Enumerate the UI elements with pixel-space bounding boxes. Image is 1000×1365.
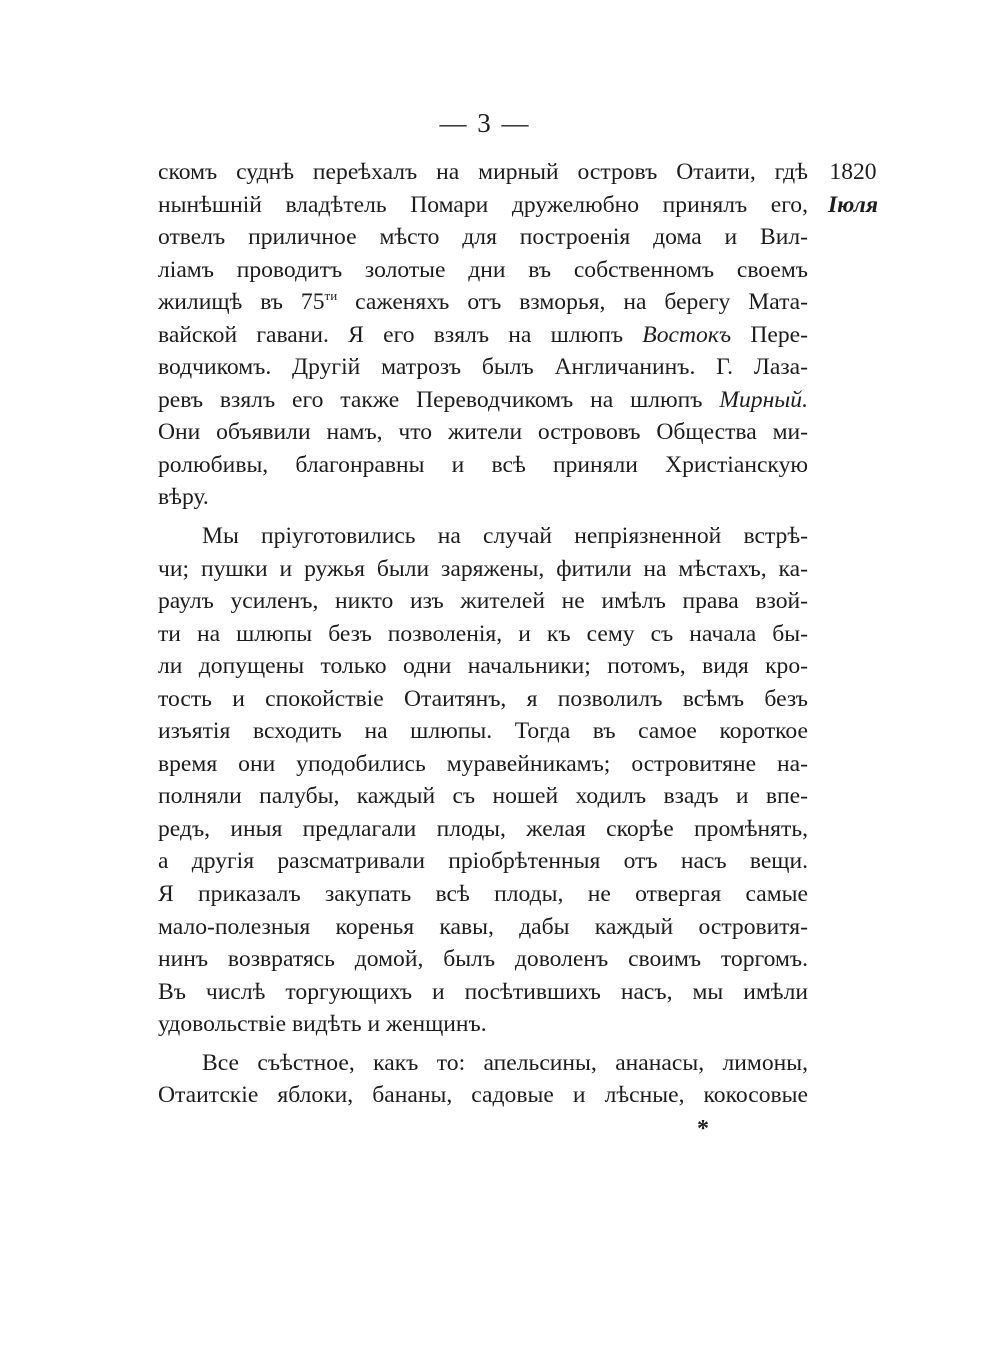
text-fragment: ревъ взялъ его также Переводчикомъ на шлюпъ (158, 386, 720, 413)
text-line: ліамъ проводитъ золотые дни въ собственномъ своемъ (158, 256, 808, 283)
body-text (158, 156, 808, 1118)
text-line-composite (158, 286, 808, 319)
text-fragment: жилищѣ въ 75 (158, 289, 325, 316)
margin-date-note (818, 156, 888, 221)
ship-name-mirny: Мирный. (719, 386, 808, 413)
text-line: вѣру. (158, 484, 209, 511)
paragraph-2 (158, 520, 808, 1041)
text-line: Мы пріуготовились на случай непріязненной встрѣ- (202, 523, 808, 550)
signature-mark: * (697, 1116, 709, 1142)
text-line: редъ, иныя предлагали плоды, желая скорѣе промѣнять, (158, 815, 808, 842)
text-line-composite (158, 319, 808, 352)
text-line: скомъ суднѣ переѣхалъ на мирный островъ Отаити, гдѣ (158, 159, 808, 185)
text-line: ти на шлюпы безъ позволенія, и къ сему съ начала бы- (158, 620, 808, 647)
text-fragment: вайской гавани. Я его взялъ на шлюпъ (158, 321, 643, 348)
text-line: водчикомъ. Другій матрозъ былъ Англичанинъ. Г. Лаза- (158, 354, 808, 381)
paragraph-1 (158, 156, 808, 514)
text-line: нинъ возвратясь домой, былъ доволенъ своимъ торгомъ. (158, 946, 808, 973)
text-line: изъятія всходить на шлюпы. Тогда въ самое короткое (158, 718, 808, 745)
text-line: чи; пушки и ружья были заряжены, фитили на мѣстахъ, ка- (158, 555, 808, 582)
text-line-composite (158, 384, 808, 417)
text-line: мало-полезныя коренья кавы, дабы каждый островитя- (158, 913, 808, 940)
page-number: — 3 — (439, 108, 531, 138)
text-line: Отаитскіе яблоки, бананы, садовые и лѣсные, кокосовые (158, 1082, 808, 1109)
text-line: раулъ усиленъ, никто изъ жителей не имѣлъ права взой- (158, 588, 808, 615)
paragraph-3 (158, 1047, 808, 1112)
margin-year: 1820 (829, 159, 877, 185)
text-line: отвелъ приличное мѣсто для построенія дома и Вил- (158, 224, 808, 251)
text-line: ролюбивы, благонравны и всѣ приняли Христіанскую (158, 451, 808, 478)
text-line: нынѣшній владѣтель Помари дружелюбно принялъ его, (158, 191, 808, 218)
superscript-ordinal: ти (324, 288, 338, 304)
text-fragment: саженяхъ отъ взморья, на берегу Мата- (337, 289, 808, 316)
text-line: а другія разсматривали пріобрѣтенныя отъ насъ вещи. (158, 848, 808, 875)
text-line: полняли палубы, каждый съ ношей ходилъ взадъ и впе- (158, 783, 808, 810)
text-line: Въ числѣ торгующихъ и посѣтившихъ насъ, мы имѣли (158, 978, 808, 1005)
text-fragment: Пере- (731, 321, 808, 348)
text-line: тость и спокойствіе Отаитянъ, я позволилъ всѣмъ безъ (158, 685, 808, 712)
text-line: Все съѣстное, какъ то: апельсины, ананасы, лимоны, (202, 1049, 808, 1076)
text-line: Они объявили намъ, что жители острововъ Общества ми- (158, 419, 808, 446)
margin-month: Іюля (827, 191, 879, 218)
text-line: Я приказалъ закупать всѣ плоды, не отвергая самые (158, 881, 808, 908)
text-line: время они уподобились муравейникамъ; островитяне на- (158, 750, 808, 777)
ship-name-vostok: Востокъ (642, 321, 732, 348)
text-line: удовольствіе видѣть и женщинъ. (158, 1011, 487, 1038)
text-line: ли допущены только одни начальники; потомъ, видя кро- (158, 653, 808, 680)
